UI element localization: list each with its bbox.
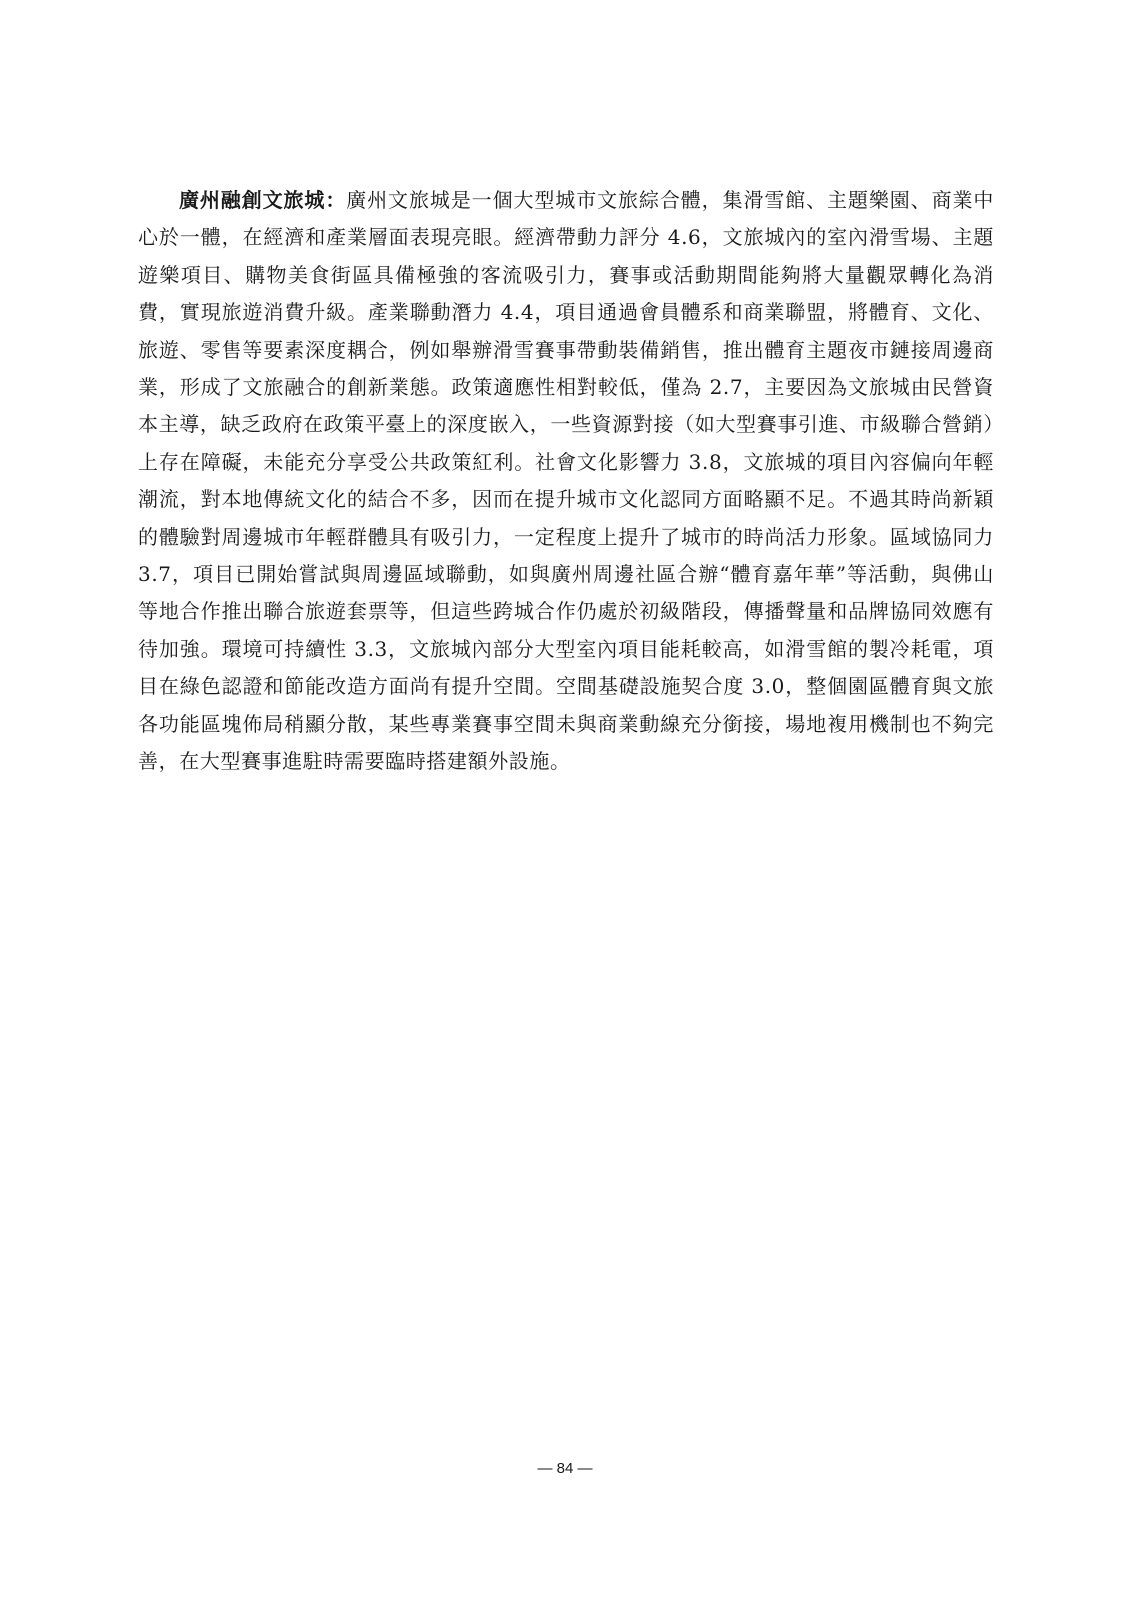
page-number: — 84 — <box>537 1460 593 1477</box>
paragraph-lead-title: 廣州融創文旅城： <box>179 188 347 212</box>
body-paragraph <box>138 182 994 781</box>
paragraph-body-text: 廣州文旅城是一個大型城市文旅綜合體，集滑雪館、主題樂園、商業中心於一體，在經濟和產業層面表現亮眼。經濟帶動力評分 4.6，文旅城內的室內滑雪場、主題遊樂項目、購物美食街區具備極強的客流吸引力，賽事或活動期間能夠將大量觀眾轉化為消費，實現旅遊消費升級。產業聯動潛力 4.4，項目通過會員體系和商業聯盟，將體育、文化、旅遊、零售等要素深度耦合，例如舉辦滑雪賽事帶動裝備銷售，推出體育主題夜市鏈接周邊商業，形成了文旅融合的創新業態。政策適應性相對較低，僅為 2.7，主要因為文旅城由民營資本主導，缺乏政府在政策平臺上的深度嵌入，一些資源對接（如大型賽事引進、市級聯合營銷）上存在障礙，未能充分享受公共政策紅利。社會文化影響力 3.8，文旅城的項目內容偏向年輕潮流，對本地傳統文化的結合不多，因而在提升城市文化認同方面略顯不足。不過其時尚新穎的體驗對周邊城市年輕群體具有吸引力，一定程度上提升了城市的時尚活力形象。區域協同力 3.7，項目已開始嘗試與周邊區域聯動，如與廣州周邊社區合辦“體育嘉年華”等活動，與佛山等地合作推出聯合旅遊套票等，但這些跨城合作仍處於初級階段，傳播聲量和品牌協同效應有待加強。環境可持續性 3.3，文旅城內部分大型室內項目能耗較高，如滑雪館的製冷耗電，項目在綠色認證和節能改造方面尚有提升空間。空間基礎設施契合度 3.0，整個園區體育與文旅各功能區塊佈局稍顯分散，某些專業賽事空間未與商業動線充分銜接，場地複用機制也不夠完善，在大型賽事進駐時需要臨時搭建額外設施。 <box>138 188 994 774</box>
